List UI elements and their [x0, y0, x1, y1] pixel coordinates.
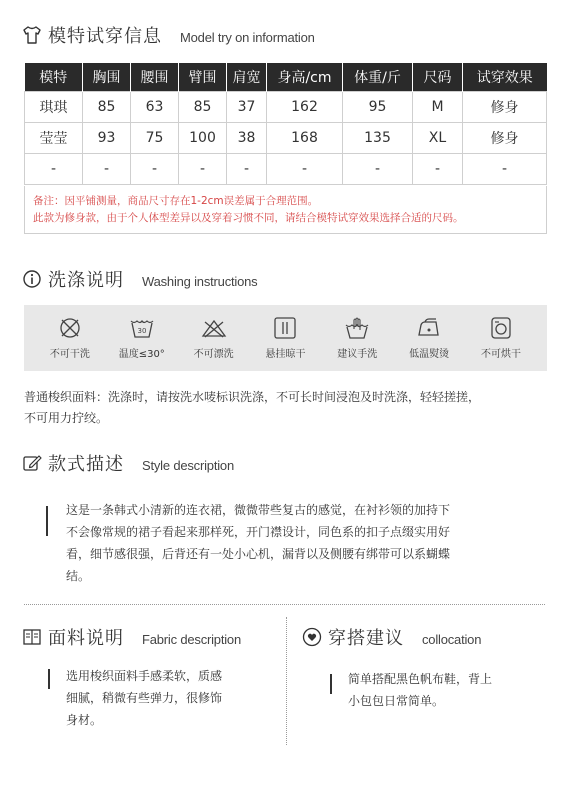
fabric-description — [66, 665, 222, 731]
table-header-row — [25, 63, 547, 91]
table-cell: 162 — [267, 91, 343, 122]
table-cell: 38 — [227, 122, 267, 153]
no-tumble-dry-icon — [488, 316, 514, 340]
table-cell: 75 — [131, 122, 179, 153]
table-cell: 135 — [343, 122, 413, 153]
washing-text-line: 不可用力拧绞。 — [24, 411, 109, 425]
table-cell: - — [131, 153, 179, 184]
wash-item — [399, 316, 459, 360]
wash-item — [112, 316, 172, 360]
style-line: 不会像常规的裙子看起来那样死，开门襟设计，同色系的扣子点缀实用好 — [66, 525, 451, 539]
low-iron-icon — [416, 316, 442, 340]
table-cell: - — [227, 153, 267, 184]
wash-label: 悬挂晾干 — [265, 349, 306, 360]
style-description — [48, 499, 538, 587]
washing-subtitle: Washing instructions — [142, 274, 258, 289]
washing-title: 洗涤说明 — [48, 270, 124, 291]
model-info-subtitle: Model try on information — [180, 30, 315, 45]
wash-label: 不可干洗 — [49, 349, 90, 360]
collocation-line: 小包包日常简单。 — [348, 694, 445, 708]
wash-label: 温度≤30° — [118, 349, 165, 360]
table-cell: - — [25, 153, 83, 184]
wash-label: 不可漂洗 — [193, 349, 234, 360]
book-icon — [22, 627, 42, 647]
table-cell: 100 — [179, 122, 227, 153]
hand-wash-icon — [344, 316, 370, 340]
quote-bar — [48, 669, 50, 689]
model-info-heading — [22, 22, 315, 48]
washing-text — [24, 387, 554, 429]
wash-label: 不可烘干 — [480, 349, 521, 360]
fabric-line: 身材。 — [66, 713, 103, 727]
style-line: 这是一条韩式小清新的连衣裙，微微带些复古的感觉，在衬衫领的加持下 — [66, 503, 451, 517]
size-note — [24, 186, 547, 234]
info-icon — [22, 269, 42, 289]
table-cell: 93 — [83, 122, 131, 153]
table-cell: - — [179, 153, 227, 184]
table-cell: 修身 — [463, 122, 547, 153]
collocation-heading — [302, 624, 481, 650]
fabric-line: 细腻，稍微有些弹力，很修饰 — [66, 691, 223, 705]
collocation-description — [348, 668, 492, 712]
table-cell: 修身 — [463, 91, 547, 122]
wash-30-icon — [129, 316, 155, 340]
table-cell: - — [413, 153, 463, 184]
table-cell: 95 — [343, 91, 413, 122]
table-cell: 琪琪 — [25, 91, 83, 122]
table-header-cell: 臂围 — [179, 63, 227, 91]
table-cell: M — [413, 91, 463, 122]
table-header-cell: 模特 — [25, 63, 83, 91]
quote-bar — [330, 674, 332, 694]
style-heading — [22, 450, 234, 476]
wash-item — [255, 316, 315, 360]
washing-text-line: 普通梭织面料：洗涤时，请按洗水唛标识洗涤，不可长时间浸泡及时洗涤，轻轻搓搓， — [24, 390, 481, 404]
hang-dry-icon — [272, 316, 298, 340]
wash-item — [327, 316, 387, 360]
shirt-icon — [22, 25, 42, 45]
quote-bar — [46, 506, 48, 536]
style-title: 款式描述 — [48, 454, 124, 475]
table-header-cell: 试穿效果 — [463, 63, 547, 91]
size-note-line: 此款为修身款，由于个人体型差异以及穿着习惯不同，请结合模特试穿效果选择合适的尺码。 — [33, 212, 464, 224]
fabric-heading — [22, 624, 241, 650]
model-info-title: 模特试穿信息 — [48, 26, 162, 47]
table-header-cell: 体重/斤 — [343, 63, 413, 91]
edit-icon — [22, 453, 42, 473]
table-row — [25, 153, 547, 184]
wash-temp-mark: 30 — [137, 327, 147, 335]
wash-item — [471, 316, 531, 360]
heart-icon — [302, 627, 322, 647]
table-cell: - — [343, 153, 413, 184]
wash-item — [184, 316, 244, 360]
table-header-cell: 腰围 — [131, 63, 179, 91]
table-cell: - — [267, 153, 343, 184]
size-note-line: 备注：因平铺测量，商品尺寸存在1-2cm误差属于合理范围。 — [33, 195, 319, 207]
washing-heading — [22, 266, 257, 292]
table-cell: 37 — [227, 91, 267, 122]
no-bleach-icon — [201, 316, 227, 340]
column-divider — [286, 617, 287, 745]
model-size-table — [24, 63, 547, 185]
style-line: 看，细节感很强，后背还有一处小心机，漏背以及侧腰有绑带可以系蝴蝶 — [66, 547, 451, 561]
fabric-title: 面料说明 — [48, 628, 124, 649]
fabric-subtitle: Fabric description — [142, 632, 241, 647]
no-wash-icon — [57, 316, 83, 340]
collocation-subtitle: collocation — [422, 632, 482, 647]
table-cell: XL — [413, 122, 463, 153]
table-cell: 莹莹 — [25, 122, 83, 153]
table-header-cell: 尺码 — [413, 63, 463, 91]
table-row — [25, 91, 547, 122]
table-cell: 63 — [131, 91, 179, 122]
wash-label: 低温熨烫 — [409, 349, 450, 360]
section-divider — [24, 604, 545, 605]
wash-label: 建议手洗 — [337, 349, 378, 360]
table-row — [25, 122, 547, 153]
table-cell: 168 — [267, 122, 343, 153]
style-subtitle: Style description — [142, 458, 234, 473]
table-header-cell: 肩宽 — [227, 63, 267, 91]
washing-icons-panel — [24, 305, 547, 371]
table-header-cell: 身高/cm — [267, 63, 343, 91]
table-cell: 85 — [179, 91, 227, 122]
style-line: 结。 — [66, 569, 91, 583]
collocation-line: 简单搭配黑色帆布鞋，背上 — [348, 672, 493, 686]
table-cell: - — [463, 153, 547, 184]
table-header-cell: 胸围 — [83, 63, 131, 91]
collocation-title: 穿搭建议 — [328, 628, 404, 649]
table-cell: 85 — [83, 91, 131, 122]
fabric-line: 选用梭织面料手感柔软，质感 — [66, 669, 223, 683]
table-cell: - — [83, 153, 131, 184]
wash-item — [40, 316, 100, 360]
